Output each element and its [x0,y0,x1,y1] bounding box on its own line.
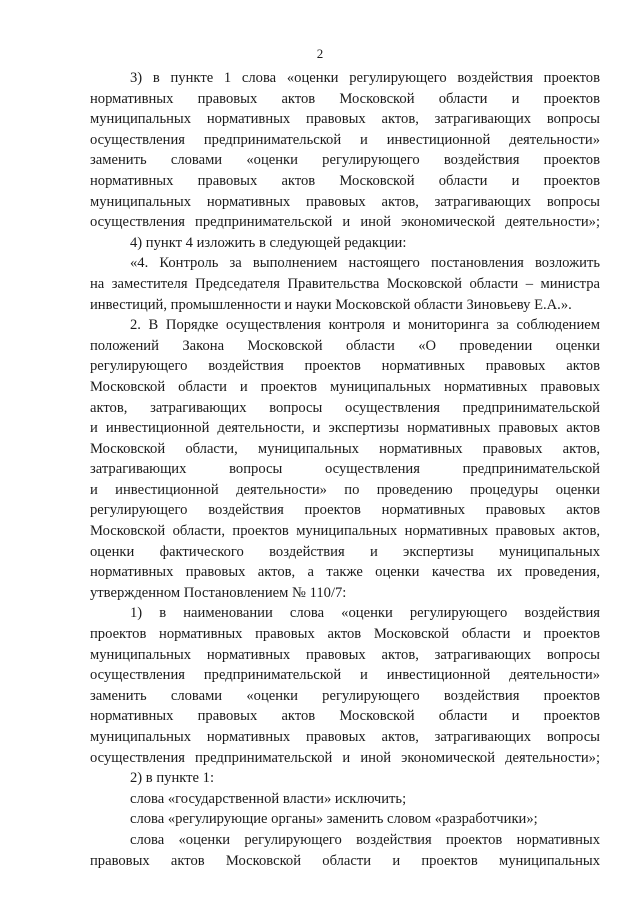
text-line: слова «оценки регулирующего воздействия проектов нормативных [130,831,600,848]
text-line: муниципальных нормативных правовых актов, затрагивающих вопросы [90,193,600,210]
text-line: Московской области, муниципальных нормативных правовых актов, [90,440,600,457]
text-line: 3) в пункте 1 слова «оценки регулирующего воздействия проектов [130,70,600,86]
text-line: нормативных правовых актов Московской области и проектов [90,708,600,725]
text-line: слова «государственной власти» исключить; [130,790,407,807]
text-line: и инвестиционной деятельности» по проведению процедуры оценки [90,481,600,498]
text-line: осуществления предпринимательской и иной экономической деятельности»; [90,749,600,766]
text-line: 2) в пункте 1: [130,770,215,787]
text-line: проектов нормативных правовых актов Московской области и проектов [90,626,600,643]
text-line: регулирующего воздействия проектов нормативных правовых актов [90,358,600,375]
text-line: правовых актов Московской области и проектов муниципальных [90,852,600,869]
text-line: муниципальных нормативных правовых актов, затрагивающих вопросы [90,111,600,128]
document-body [90,68,600,871]
text-line: 2. В Порядке осуществления контроля и мониторинга за соблюдением [130,317,600,334]
text-line: затрагивающих вопросы осуществления предпринимательской [90,461,600,478]
text-line: Московской области и проектов муниципальных нормативных правовых [90,378,600,395]
text-line: нормативных правовых актов, а также оценки качества их проведения, [90,564,600,581]
text-line: положений Закона Московской области «О проведении оценки [90,337,600,354]
text-line: слова «регулирующие органы» заменить словом «разработчики»; [130,811,538,828]
text-line: на заместителя Председателя Правительства Московской области – министра [90,275,600,292]
text-line: осуществления предпринимательской и иной экономической деятельности»; [90,214,600,231]
text-line: 4) пункт 4 изложить в следующей редакции: [130,234,407,251]
text-line: нормативных правовых актов Московской области и проектов [90,90,600,107]
text-line: инвестиций, промышленности и науки Московской области Зиновьеву Е.А.». [90,296,572,313]
text-line: утвержденном Постановлением № 110/7: [90,584,347,601]
text-line: муниципальных нормативных правовых актов, затрагивающих вопросы [90,729,600,745]
text-line: Московской области, проектов муниципальных нормативных правовых актов, [90,523,600,540]
text-line: 1) в наименовании слова «оценки регулирующего воздействия [130,605,600,622]
text-line: оценки фактического воздействия и экспертизы муниципальных [90,543,600,560]
text-line: заменить словами «оценки регулирующего воздействия проектов [90,152,600,169]
text-line: и инвестиционной деятельности, и экспертизы нормативных правовых актов [90,420,600,437]
text-line: нормативных правовых актов Московской области и проектов [90,172,600,189]
text-line: актов, затрагивающих вопросы осуществления предпринимательской [90,399,600,416]
text-line: муниципальных нормативных правовых актов, затрагивающих вопросы [90,646,600,663]
text-line: осуществления предпринимательской и инвестиционной деятельности» [90,667,600,684]
text-line: осуществления предпринимательской и инвестиционной деятельности» [90,131,600,148]
page-number: 2 [316,46,324,61]
text-line: «4. Контроль за выполнением настоящего постановления возложить [130,255,600,272]
text-line: регулирующего воздействия проектов нормативных правовых актов [90,502,600,519]
text-line: заменить словами «оценки регулирующего воздействия проектов [90,687,600,704]
